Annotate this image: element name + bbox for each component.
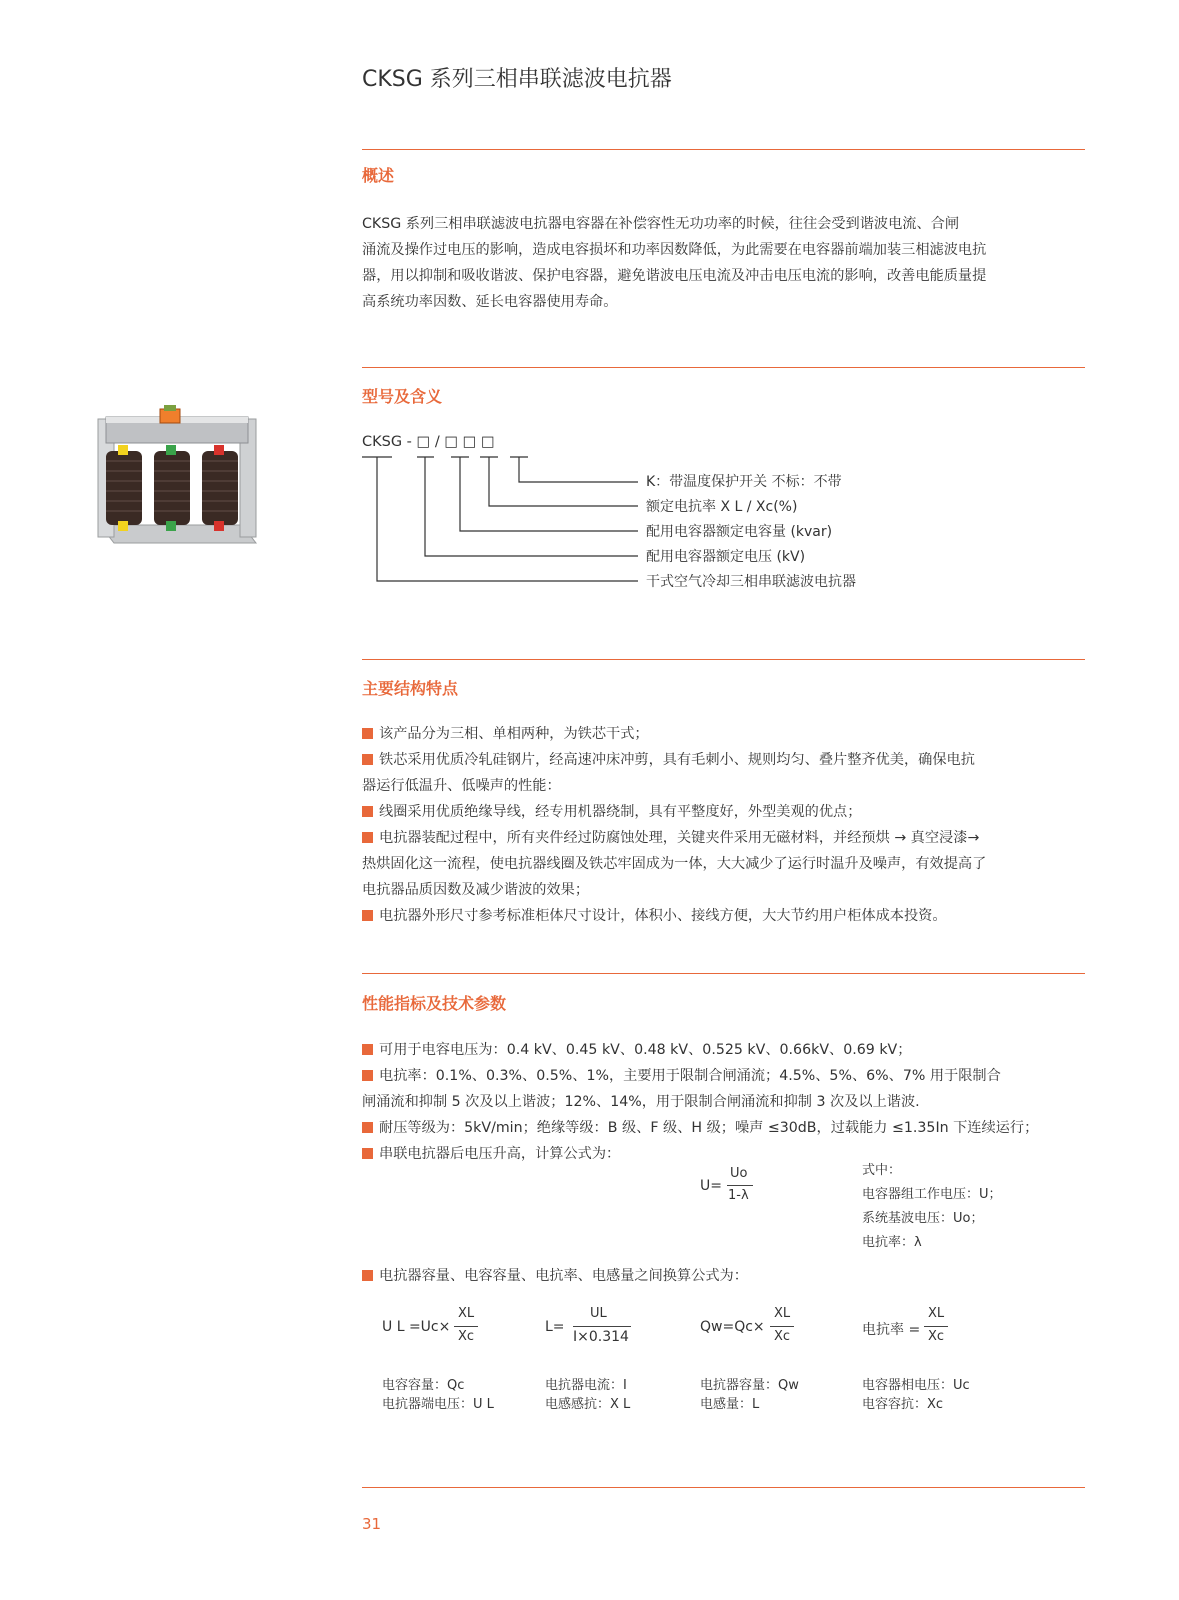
structure-line: 该产品分为三相、单相两种，为铁芯干式；	[362, 721, 649, 747]
model-meaning-voltage: 配用电容器额定电压 (kV)	[646, 549, 806, 565]
page-title: CKSG 系列三相串联滤波电抗器	[362, 67, 672, 92]
bullet-square-icon	[362, 832, 373, 843]
formula-legend-item: 电容器组工作电压：U；	[862, 1187, 1002, 1202]
conversion-note: 电容容抗：Xc	[862, 1397, 944, 1412]
bullet-square-icon	[362, 728, 373, 739]
model-code-connector-lines	[362, 455, 652, 590]
model-heading: 型号及含义	[362, 387, 443, 406]
footer-divider	[362, 1487, 1085, 1488]
overview-line: 涌流及操作过电压的影响，造成电容损坏和功率因数降低，为此需要在电容器前端加装三相滤波电抗	[362, 242, 987, 258]
conversion-note: 电感感抗：X L	[545, 1397, 631, 1412]
bullet-square-icon	[362, 806, 373, 817]
structure-line: 电抗器装配过程中，所有夹件经过防腐蚀处理，关键夹件采用无磁材料，并经预烘 → 真空浸漆→	[362, 825, 979, 851]
conversion-formula-qw: Qw=Qc× XL Xc	[700, 1306, 820, 1350]
structure-line: 电抗器外形尺寸参考标准柜体尺寸设计，体积小、接线方便，大大节约用户柜体成本投资。	[362, 903, 947, 929]
formula-legend-item: 电抗率：λ	[862, 1235, 922, 1250]
bullet-square-icon	[362, 1270, 373, 1281]
structure-line: 热烘固化这一流程，使电抗器线圈及铁芯牢固成为一体，大大减少了运行时温升及噪声，有效提高了	[362, 856, 987, 872]
section-divider	[362, 367, 1085, 368]
overview-heading: 概述	[362, 166, 395, 185]
overview-line: 器，用以抑制和吸收谐波、保护电容器，避免谐波电压电流及冲击电压电流的影响，改善电能质量提	[362, 268, 987, 284]
conversion-note: 电抗器电流：I	[545, 1378, 627, 1393]
conversion-formula-reactance-rate: 电抗率 = XL Xc	[862, 1306, 982, 1350]
conversion-note: 电抗器端电压：U L	[382, 1397, 494, 1412]
section-divider	[362, 659, 1085, 660]
bullet-square-icon	[362, 1070, 373, 1081]
bullet-square-icon	[362, 910, 373, 921]
structure-heading: 主要结构特点	[362, 679, 459, 698]
conversion-title: 电抗器容量、电容容量、电抗率、电感量之间换算公式为：	[362, 1263, 748, 1289]
structure-line: 电抗器品质因数及减少谐波的效果；	[362, 882, 590, 898]
performance-line: 闸涌流和抑制 5 次及以上谐波；12%、14%，用于限制合闸涌流和抑制 3 次及以上谐波.	[362, 1094, 920, 1110]
model-meaning-reactance-rate: 额定电抗率 X L / Xc(%)	[646, 499, 798, 515]
voltage-rise-formula: U= Uo 1-λ	[700, 1166, 770, 1206]
reactor-product-image	[92, 405, 264, 550]
overview-line: CKSG 系列三相串联滤波电抗器电容器在补偿容性无功功率的时候，往往会受到谐波电流、合闸	[362, 216, 960, 232]
structure-line: 器运行低温升、低噪声的性能：	[362, 778, 561, 794]
performance-line: 串联电抗器后电压升高，计算公式为：	[362, 1141, 620, 1167]
conversion-formula-l: L= UL I×0.314	[545, 1306, 665, 1350]
performance-line: 电抗率：0.1%、0.3%、0.5%、1%，主要用于限制合闸涌流；4.5%、5%、6%、7% 用于限制合	[362, 1063, 1001, 1089]
section-divider	[362, 149, 1085, 150]
conversion-note: 电容容量：Qc	[382, 1378, 465, 1393]
conversion-note: 电容器相电压：Uc	[862, 1378, 970, 1393]
bullet-square-icon	[362, 1044, 373, 1055]
conversion-formula-ul: U L =Uc× XL Xc	[382, 1306, 502, 1350]
performance-line: 耐压等级为：5kV/min；绝缘等级：B 级、F 级、H 级；噪声 ≤30dB，过载能力 ≤1.35In 下连续运行；	[362, 1115, 1038, 1141]
section-divider	[362, 973, 1085, 974]
conversion-note: 电抗器容量：Qw	[700, 1378, 799, 1393]
model-meaning-k: K：带温度保护开关 不标：不带	[646, 474, 842, 490]
structure-line: 线圈采用优质绝缘导线，经专用机器绕制，具有平整度好，外型美观的优点；	[362, 799, 861, 825]
performance-line: 可用于电容电压为：0.4 kV、0.45 kV、0.48 kV、0.525 kV、0.66kV、0.69 kV；	[362, 1037, 911, 1063]
model-meaning-capacity: 配用电容器额定电容量 (kvar)	[646, 524, 833, 540]
formula-legend-label: 式中：	[862, 1163, 902, 1178]
performance-heading: 性能指标及技术参数	[362, 994, 507, 1013]
bullet-square-icon	[362, 754, 373, 765]
overview-line: 高系统功率因数、延长电容器使用寿命。	[362, 294, 618, 310]
bullet-square-icon	[362, 1148, 373, 1159]
conversion-note: 电感量：L	[700, 1397, 760, 1412]
page-number: 31	[362, 1515, 382, 1533]
model-meaning-type: 干式空气冷却三相串联滤波电抗器	[646, 574, 856, 590]
formula-legend-item: 系统基波电压：Uo；	[862, 1211, 984, 1226]
model-code: CKSG - □ / □ □ □	[362, 434, 495, 450]
structure-line: 铁芯采用优质冷轧硅钢片，经高速冲床冲剪，具有毛刺小、规则均匀、叠片整齐优美，确保电抗	[362, 747, 975, 773]
bullet-square-icon	[362, 1122, 373, 1133]
